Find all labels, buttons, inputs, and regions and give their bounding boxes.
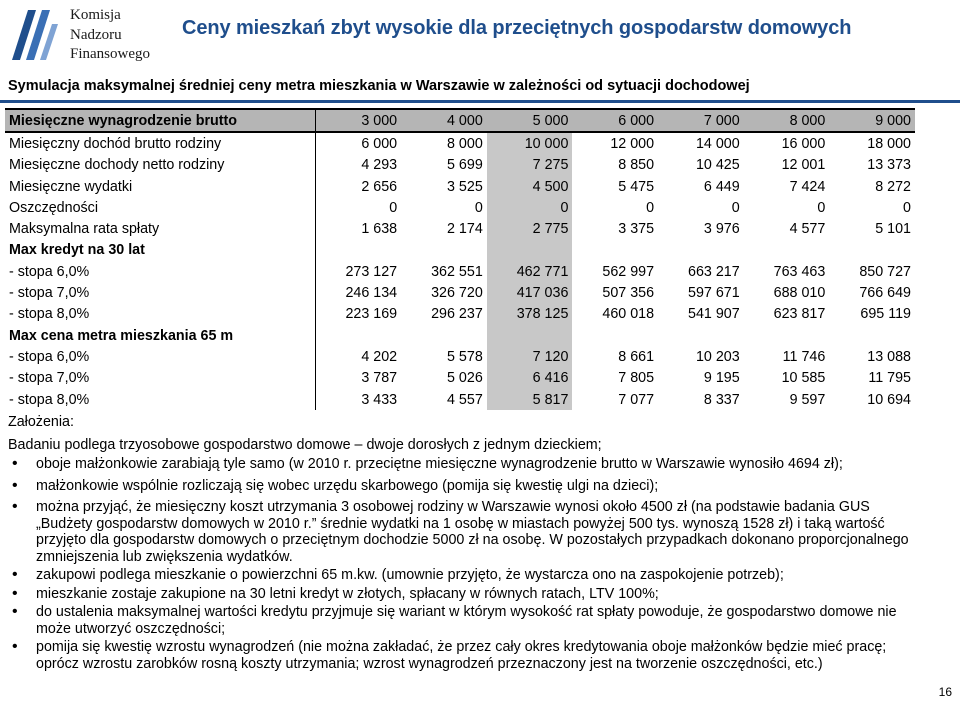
table-cell: 0: [474, 199, 483, 216]
table-cell: 8 850: [618, 157, 655, 174]
table-cell: 7 077: [618, 391, 655, 408]
table-cell: 7 424: [789, 178, 826, 195]
assumption-item: • mieszkanie zostaje zakupione na 30 letni kredyt w złotych, spłacany w równych ratach, LTV 100%;: [8, 586, 928, 603]
table-cell: 7 120: [487, 346, 573, 367]
row-label: Miesięczne dochody netto rodziny: [9, 157, 225, 174]
empty-cell: [401, 325, 487, 346]
table-cell: 3 000: [316, 109, 402, 132]
table-cell: 12 000: [610, 135, 655, 152]
table-cell: 597 671: [688, 285, 740, 302]
row-label: Miesięczne wydatki: [9, 178, 133, 195]
table-cell: 507 356: [602, 285, 655, 302]
table-cell: 296 237: [431, 306, 483, 323]
table-cell: 2 174: [447, 221, 483, 238]
table-subtitle: Symulacja maksymalnej średniej ceny metra mieszkania w Warszawie w zależności od sytuacji dochodowej: [8, 78, 750, 94]
table-cell: 763 463: [773, 263, 826, 280]
table-row: [5, 368, 915, 389]
table-cell: 3 375: [618, 221, 655, 238]
empty-cell: [487, 240, 573, 261]
assumption-item: • pomija się kwestię wzrostu wynagrodzeń (nie można zakładać, że przez cały okres kredytowania oboje małżonków będzie mieć pracę; oprócz wzrostu zarobków rosną koszty utrzymania; wzrost wynagrodzeń przeznaczony jest na tworzenie oszczędności, etc.): [8, 639, 928, 672]
table-cell: 14 000: [695, 135, 740, 152]
table-cell: 562 997: [602, 263, 655, 280]
logo-line2: Nadzoru: [70, 26, 122, 43]
logo-line1: Komisja: [70, 7, 121, 23]
empty-cell: [572, 240, 658, 261]
assumption-item: • zakupowi podlega mieszkanie o powierzchni 65 m.kw. (umownie przyjęto, że wystarcza ono na zaspokojenie potrzeb);: [8, 567, 928, 584]
table-cell: 5 101: [875, 221, 911, 238]
row-label: Miesięczny dochód brutto rodziny: [9, 135, 222, 152]
table-cell: 0: [646, 199, 655, 216]
section-label: Max cena metra mieszkania 65 m: [9, 327, 234, 344]
table-cell: 18 000: [867, 135, 911, 152]
table-cell: 663 217: [688, 263, 740, 280]
slide-title: Ceny mieszkań zbyt wysokie dla przeciętnych gospodarstw domowych: [182, 17, 852, 39]
table-row: [5, 304, 915, 325]
table-cell: 9 000: [829, 109, 915, 132]
assumption-item: • oboje małżonkowie zarabiają tyle samo (w 2010 r. przeciętne miesięczne wynagrodzenie brutto w Warszawie wynosiło 4694 zł);: [8, 456, 928, 473]
table-cell: 541 907: [688, 306, 740, 323]
table-cell: 3 787: [316, 368, 402, 389]
table-cell: 766 649: [859, 285, 911, 302]
table-cell: 378 125: [487, 304, 573, 325]
row-label: - stopa 8,0%: [9, 391, 90, 408]
table-row: [5, 261, 915, 282]
table-cell: 462 771: [487, 261, 573, 282]
table-cell: 362 551: [431, 263, 483, 280]
simulation-table: [5, 108, 915, 410]
table-cell: 5 817: [487, 389, 573, 410]
table-row: [5, 132, 915, 154]
assumption-item: • do ustalenia maksymalnej wartości kredytu przyjmuje się wariant w którym wysokość rat spłaty powoduje, że gospodarstwo domowe nie może utworzyć oszczędności;: [8, 604, 928, 637]
table-cell: 10 000: [487, 132, 573, 154]
table-cell: 6 000: [572, 109, 658, 132]
table-cell: 10 203: [695, 348, 740, 365]
table-cell: 11 795: [868, 370, 911, 387]
row-label: - stopa 6,0%: [9, 348, 90, 365]
table-cell: 6 000: [316, 132, 402, 154]
table-cell: 9 195: [703, 370, 740, 387]
empty-cell: [316, 325, 402, 346]
table-cell: 223 169: [316, 304, 402, 325]
empty-cell: [658, 325, 744, 346]
table-cell: 246 134: [316, 282, 402, 303]
table-cell: 1 638: [316, 218, 402, 239]
assumptions: [8, 414, 928, 674]
row-label: Oszczędności: [9, 199, 98, 216]
table-cell: 10 694: [867, 391, 911, 408]
empty-cell: [658, 240, 744, 261]
table-cell: 4 577: [789, 221, 826, 238]
table-cell: 417 036: [487, 282, 573, 303]
table-cell: 5 699: [447, 157, 483, 174]
table-cell: 5 578: [447, 348, 483, 365]
table-cell: 326 720: [431, 285, 483, 302]
table-row: [5, 218, 915, 239]
table-cell: 4 202: [316, 346, 402, 367]
section-label: Max kredyt na 30 lat: [9, 242, 145, 259]
table-cell: 273 127: [316, 261, 402, 282]
empty-cell: [316, 240, 402, 261]
table-row: [5, 176, 915, 197]
table-cell: 6 416: [487, 368, 573, 389]
assumptions-intro: Badaniu podlega trzyosobowe gospodarstwo domowe – dwoje dorosłych z jednym dzieckiem;: [8, 436, 602, 453]
knf-name: [70, 6, 150, 65]
knf-emblem-icon: [6, 6, 60, 62]
table-row: [5, 389, 915, 410]
assumptions-list: [8, 456, 928, 672]
page-number: 16: [938, 685, 952, 699]
assumption-item: • małżonkowie wspólnie rozliczają się wobec urzędu skarbowego (pomija się kwestię ulgi na dzieci);: [8, 478, 928, 495]
table-row: [5, 155, 915, 176]
table-cell: 6 449: [703, 178, 740, 195]
table-cell: 4 557: [447, 391, 483, 408]
table-header-row: [5, 109, 915, 132]
empty-cell: [487, 325, 573, 346]
table-cell: 688 010: [773, 285, 826, 302]
table-cell: 0: [316, 197, 402, 218]
empty-cell: [572, 325, 658, 346]
row-label: - stopa 8,0%: [9, 306, 90, 323]
empty-cell: [829, 325, 915, 346]
section-row: [5, 240, 915, 261]
table-cell: 7 805: [618, 370, 655, 387]
table-row: [5, 282, 915, 303]
empty-cell: [829, 240, 915, 261]
table-cell: 0: [903, 199, 911, 216]
table-cell: 850 727: [859, 263, 911, 280]
table-cell: 13 373: [867, 157, 911, 174]
table-cell: 16 000: [781, 135, 826, 152]
table-cell: 5 000: [487, 109, 573, 132]
table-cell: 8 337: [703, 391, 740, 408]
table-cell: 2 656: [316, 176, 402, 197]
table-cell: 10 425: [695, 157, 740, 174]
title-rule: [0, 100, 960, 103]
table-cell: 2 775: [487, 218, 573, 239]
table-cell: 7 000: [658, 109, 744, 132]
table-cell: 8 000: [744, 109, 830, 132]
table-row: [5, 346, 915, 367]
row-label: - stopa 7,0%: [9, 285, 90, 302]
table-cell: 4 293: [316, 155, 402, 176]
table-cell: 5 026: [447, 370, 483, 387]
table-cell: 0: [731, 199, 740, 216]
row-label: - stopa 6,0%: [9, 263, 90, 280]
assumptions-header: Założenia:: [8, 414, 74, 430]
table-row: [5, 197, 915, 218]
table-cell: 8 000: [447, 135, 483, 152]
table-cell: 623 817: [773, 306, 826, 323]
table-cell: 7 275: [487, 155, 573, 176]
table-cell: 695 119: [860, 306, 911, 323]
row-label: Maksymalna rata spłaty: [9, 221, 160, 238]
table-cell: 3 433: [316, 389, 402, 410]
table-cell: 8 272: [875, 178, 911, 195]
table-cell: 11 746: [782, 348, 826, 365]
table-cell: 4 000: [401, 109, 487, 132]
row-label: - stopa 7,0%: [9, 370, 90, 387]
table-cell: 3 976: [703, 221, 740, 238]
table-cell: 13 088: [867, 348, 911, 365]
table-cell: 10 585: [781, 370, 826, 387]
table-cell: 0: [817, 199, 826, 216]
assumption-item: • można przyjąć, że miesięczny koszt utrzymania 3 osobowej rodziny w Warszawie wynosi około 4500 zł (na podstawie badania GUS „Budżety gospodarstw domowych w 2010 r.” średnie wydatki na 1 osobę w miastach powyżej 500 tys. wynoszą 1528 zł) i taką wartość przyjęto dla gospodarstw domowych o przeciętnym dochodzie 5000 zł na osobę. W pozostałych przypadkach dokonano proporcjonalnego zmniejszenia lub zwiększenia wydatków.: [8, 499, 928, 565]
table-cell: 12 001: [781, 157, 826, 174]
table-cell: 9 597: [789, 391, 826, 408]
row-label: Miesięczne wynagrodzenie brutto: [5, 109, 316, 132]
table-cell: 0: [487, 197, 573, 218]
table-cell: 4 500: [487, 176, 573, 197]
empty-cell: [744, 325, 830, 346]
table-cell: 5 475: [618, 178, 655, 195]
section-row: [5, 325, 915, 346]
table-cell: 3 525: [447, 178, 483, 195]
empty-cell: [401, 240, 487, 261]
empty-cell: [744, 240, 830, 261]
logo-line3: Finansowego: [70, 46, 150, 62]
table-cell: 8 661: [618, 348, 655, 365]
knf-logo: [6, 4, 176, 66]
table-cell: 460 018: [602, 306, 655, 323]
